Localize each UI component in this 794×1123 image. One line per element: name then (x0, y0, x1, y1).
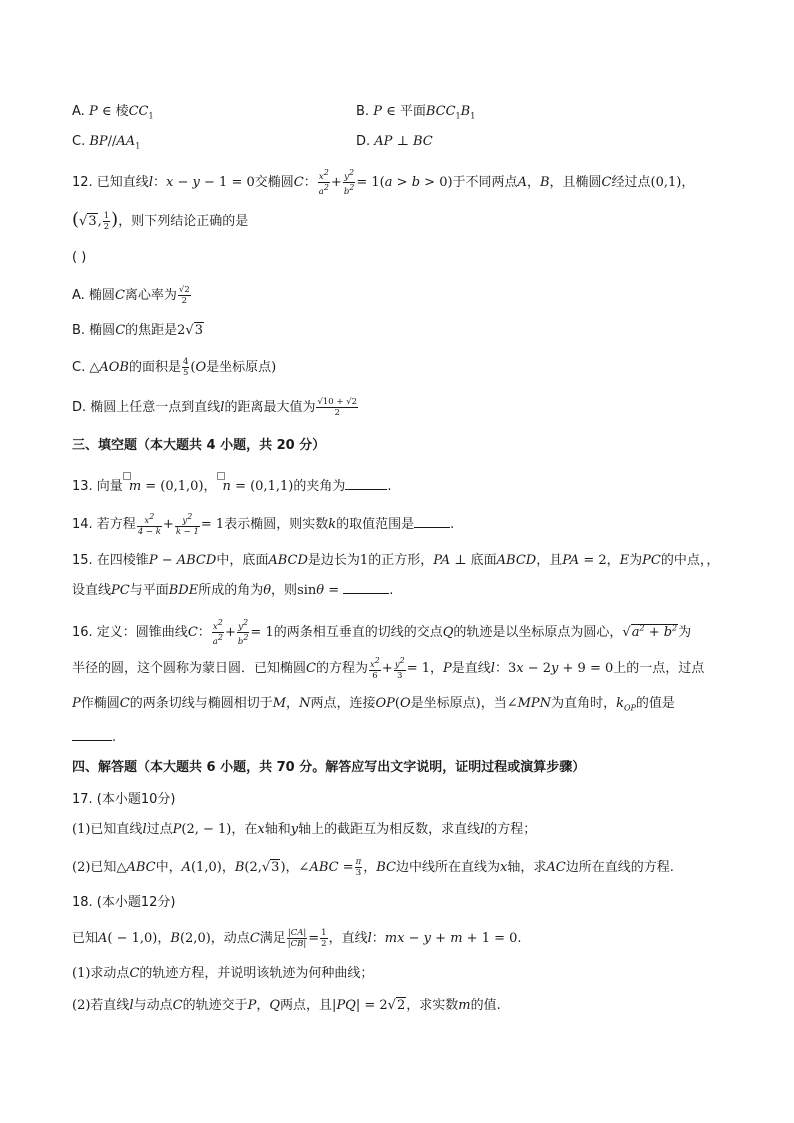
q16-line3: P作椭圆C的两条切线与椭圆相切于M，N两点，连接OP(O是坐标原点)，当∠MPN为直角时，$k_{OP}$的值是 (72, 696, 675, 713)
q11-option-b: B. P ∈ 平面$BCC_1B_1$ (356, 104, 476, 121)
q18-stem: 已知A( − 1,0)，B(2,0)，动点C满足 $\frac{|CA|}{|CB|}$ = $\frac{1}{2}$ ，直线l：mx − y + m + 1 = 0. (72, 928, 522, 949)
q16-line1: 16. 定义：圆锥曲线C： $\frac{x^2}{a^2}$ + $\frac{y^2}{b^2}$ = 1的两条相互垂直的切线的交点Q的轨迹是以坐标原点为圆心，$√a^2 + b^2$为 (72, 618, 692, 647)
q11-option-d: D. AP ⊥ BC (356, 134, 433, 149)
q18-part1: (1)求动点C的轨迹方程，并说明该轨迹为何种曲线； (72, 966, 374, 981)
q12-stem-line2: (√3, $\frac{1}{2}$ )，则下列结论正确的是 (72, 209, 249, 232)
q12-option-c: C. △AOB的面积是 $\frac{4}{5}$ (O是坐标原点) (72, 357, 277, 378)
q11-option-c: C. $BP//AA_1$ (72, 134, 141, 151)
q15-line1: 15. 在四棱锥P − ABCD中，底面ABCD是边长为1的正方形，PA ⊥ 底面ABCD，且PA = 2，E为PC的中点，， (72, 553, 720, 568)
q14: 14. 若方程 $\frac{x^2}{4 - k}$ + $\frac{y^2}{k - 1}$ = 1表示椭圆，则实数k的取值范围是 . (72, 512, 455, 537)
q18-part2: (2)若直线l与动点C的轨迹交于P，Q两点，且|PQ| = 2√2，求实数m的值. (72, 998, 501, 1013)
q12-stem-line1: 12. 已知直线l：x − y − 1 = 0交椭圆C： $\frac{x^2}{a^2}$ + $\frac{y^2}{b^2}$ = 1(a > b > 0)于不同两点A，B，且椭圆C经过点(0,1)， (72, 168, 695, 197)
q12-option-b: B. 椭圆C的焦距是2√3 (72, 323, 203, 338)
q17-part2: (2)已知△ABC中，A(1,0)，B(2,√3)，∠ABC = $\frac{\pi}{3}$ ，BC边中线所在直线为x轴，求AC边所在直线的方程. (72, 857, 674, 878)
q11-option-a: A. P ∈ 棱$CC_1$ (72, 104, 154, 121)
q12-answer-paren: ( ) (72, 250, 87, 265)
q15-line2: 设直线PC与平面BDE所成的角为θ，则sinθ = . (72, 583, 394, 598)
q17-heading: 17. (本小题10分) (72, 792, 176, 807)
q12-option-d: D. 椭圆上任意一点到直线l的距离最大值为 $\frac{√10 + √2}{2}$ (72, 397, 358, 418)
q13: 13. 向量 m = (0,1,0)， n = (0,1,1)的夹角为 . (72, 472, 391, 497)
q16-line4: . (72, 728, 116, 748)
q18-heading: 18. (本小题12分) (72, 895, 176, 910)
section-4-heading: 四、解答题（本大题共 6 小题，共 70 分。解答应写出文字说明，证明过程或演算步骤） (72, 760, 586, 775)
q17-part1: (1)已知直线l过点P(2, − 1)，在x轴和y轴上的截距互为相反数，求直线l的方程； (72, 822, 537, 837)
q16-line2: 半径的圆，这个圆称为蒙日圆．已知椭圆C的方程为 $\frac{x^2}{6}$ + $\frac{y^2}{3}$ = 1，P是直线l：3x − 2y + 9 = 0上的一点，过点 (72, 656, 705, 681)
q12-option-a: A. 椭圆C离心率为 $\frac{√2}{2}$ (72, 285, 190, 306)
section-3-heading: 三、填空题（本大题共 4 小题，共 20 分） (72, 438, 326, 453)
